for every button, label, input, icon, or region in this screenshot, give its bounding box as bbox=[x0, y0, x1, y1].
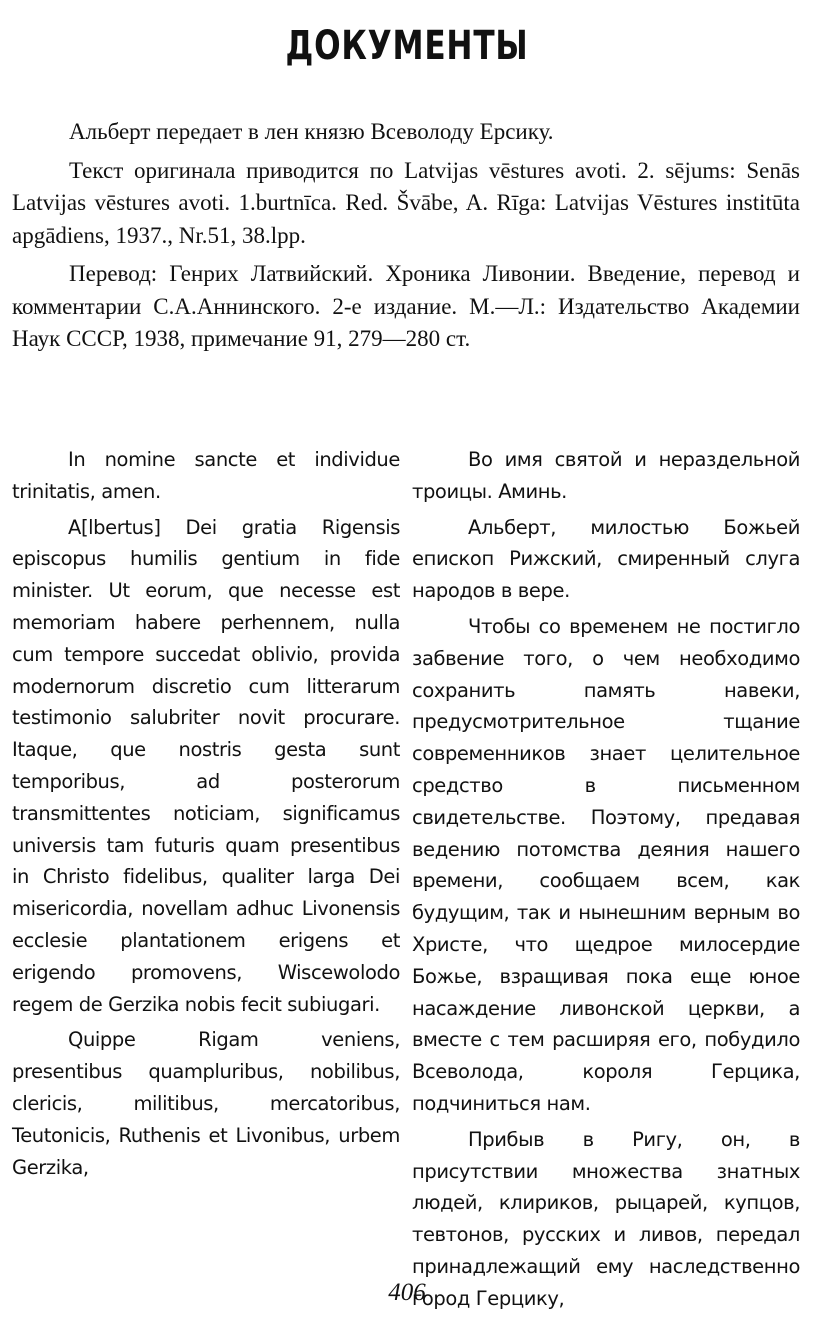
russian-paragraph: Альберт, милостью Божьей епископ Рижский, смиренный слуга народов в вере. bbox=[412, 515, 800, 603]
russian-paragraph: Прибыв в Ригу, он, в присутствии множества знатных людей, клириков, рыцарей, купцов, тевтонов, русских и ливов, передал принадлежащий ему наследственно город Герцику, bbox=[412, 1127, 800, 1310]
latin-paragraph: A[lbertus] Dei gratia Rigensis episcopus humilis gentium in fide minister. Ut eorum, que necesse est memoriam habere perhennem, nulla cum tempore succedat oblivio, provida modernorum discretio cum litterarum testimonio salubriter novit procurare. Itaque, que nostris gesta sunt temporibus, ad posterorum transmittentes noticiam, significamus universis tam futuris quam presentibus in Christo fidelibus, qualiter larga Dei misericordia, novellam adhuc Livonensis ecclesie plantationem erigens et erigendo promovens, Wiscewolodo regem de Gerzika nobis fecit subiugari. bbox=[12, 515, 400, 1016]
latin-paragraph: In nomine sancte et individue trinitatis, amen. bbox=[12, 448, 400, 503]
intro-block bbox=[12, 116, 800, 362]
source-note: Текст оригинала приводится по Latvijas vēstures avoti. 2. sējums: Senās Latvijas vēstures avoti. 1.burtnīca. Red. Švābe, A. Rīga: Latvijas Vēstures institūta apgādiens, 1937., Nr.51, 38.lpp. bbox=[12, 157, 800, 248]
russian-paragraph: Во имя святой и нераздельной троицы. Аминь. bbox=[412, 448, 800, 503]
translation-note: Перевод: Генрих Латвийский. Хроника Ливонии. Введение, перевод и комментарии С.А.Аннинского. 2-е издание. М.—Л.: Издательство Академии Наук СССР, 1938, примечание 91, 279—280 ст. bbox=[12, 261, 800, 351]
page-title: ДОКУМЕНТЫ bbox=[285, 23, 529, 69]
latin-paragraph: Quippe Rigam veniens, presentibus quampluribus, nobilibus, clericis, militibus, mercatoribus, Teutonicis, Ruthenis et Livonibus, urbem Gerzika, bbox=[12, 1028, 400, 1179]
russian-paragraph: Чтобы со временем не постигло забвение того, о чем необходимо сохранить память навеки, предусмотрительное тщание современников знает целительное средство в письменном свидетельстве. Поэтому, предавая ведению потомства деяния нашего времени, сообщаем всем, как будущим, так и нынешним верным во Христе, что щедрое милосердие Божье, взращивая пока еще юное насаждение ливонской церкви, а вместе с тем расширяя его, побудило Всеволода, короля Герцика, подчиниться нам. bbox=[412, 614, 800, 1115]
latin-column bbox=[12, 444, 400, 1187]
document-heading: Альберт передает в лен князю Всеволоду Ерсику. bbox=[69, 119, 554, 144]
russian-column bbox=[412, 444, 800, 1319]
page-number: 406 bbox=[388, 1279, 426, 1306]
